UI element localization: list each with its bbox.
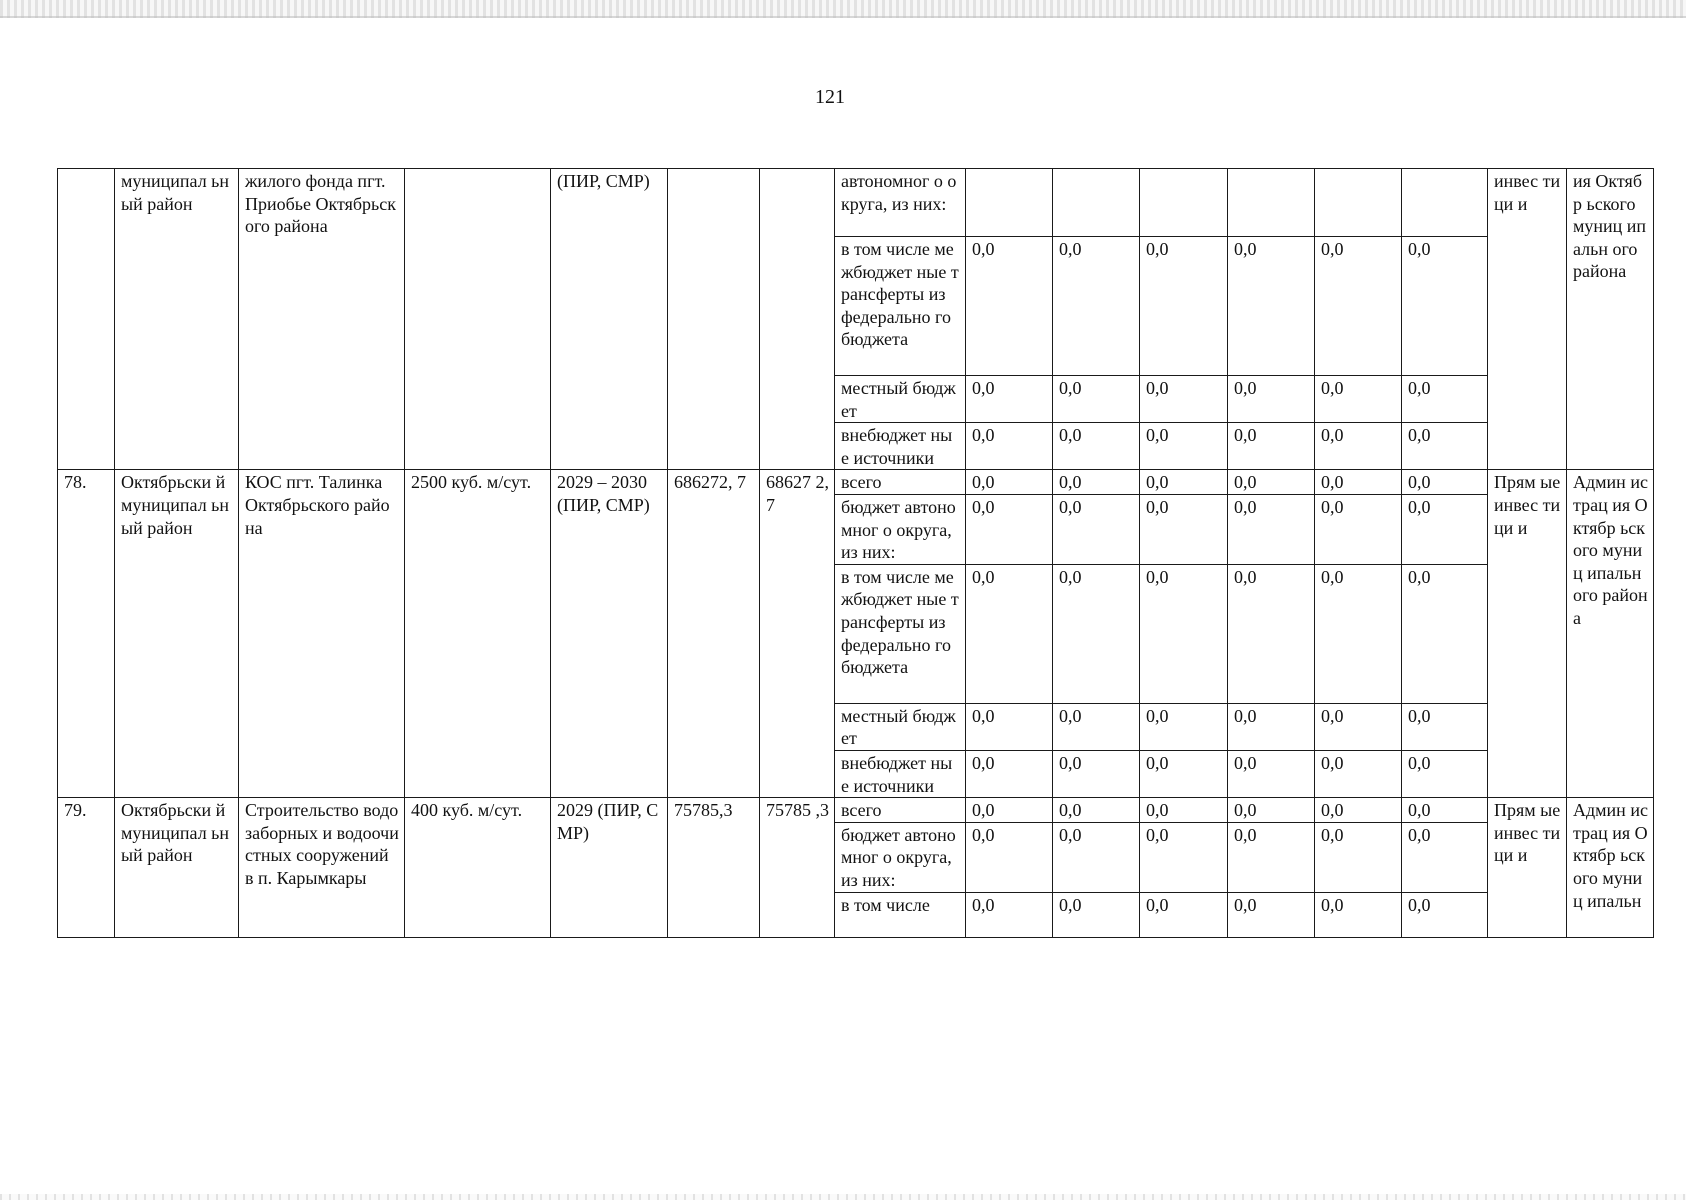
row-number-cell bbox=[58, 169, 115, 470]
amount-cell: 0,0 bbox=[966, 750, 1053, 797]
amount-cell: 0,0 bbox=[966, 703, 1053, 750]
cost-total-cell: 75785,3 bbox=[668, 798, 760, 937]
amount-cell: 0,0 bbox=[1053, 237, 1140, 376]
responsible-cell: ия Октябр ьского муниц ипальн ого района bbox=[1567, 169, 1654, 470]
amount-cell: 0,0 bbox=[1140, 750, 1228, 797]
cost-total-cell bbox=[668, 169, 760, 470]
amount-cell: 0,0 bbox=[1140, 494, 1228, 564]
amount-cell bbox=[1053, 169, 1140, 237]
amount-cell: 0,0 bbox=[1315, 423, 1402, 470]
district-cell: Октябрьски й муниципал ьный район bbox=[115, 798, 239, 937]
page-number: 121 bbox=[815, 86, 845, 108]
amount-cell: 0,0 bbox=[1402, 470, 1488, 495]
amount-cell: 0,0 bbox=[1053, 376, 1140, 423]
amount-cell: 0,0 bbox=[1402, 798, 1488, 823]
investment-form-cell: Прям ые инвес тици и bbox=[1488, 470, 1567, 798]
investment-form-cell: Прям ые инвес тици и bbox=[1488, 798, 1567, 937]
amount-cell: 0,0 bbox=[1053, 494, 1140, 564]
responsible-cell: Админ истрац ия Октябр ьского муниц ипальн bbox=[1567, 798, 1654, 937]
amount-cell bbox=[966, 169, 1053, 237]
amount-cell: 0,0 bbox=[1402, 376, 1488, 423]
funding-source-cell: в том числе bbox=[835, 892, 966, 937]
table-row bbox=[58, 470, 1654, 495]
amount-cell: 0,0 bbox=[966, 376, 1053, 423]
amount-cell: 0,0 bbox=[1315, 750, 1402, 797]
amount-cell bbox=[1228, 169, 1315, 237]
amount-cell: 0,0 bbox=[1140, 564, 1228, 703]
amount-cell: 0,0 bbox=[966, 237, 1053, 376]
scan-bottom-edge bbox=[0, 1194, 1686, 1200]
amount-cell: 0,0 bbox=[966, 822, 1053, 892]
amount-cell: 0,0 bbox=[1140, 376, 1228, 423]
funding-source-cell: всего bbox=[835, 470, 966, 495]
amount-cell: 0,0 bbox=[1402, 494, 1488, 564]
amount-cell: 0,0 bbox=[1228, 892, 1315, 937]
amount-cell: 0,0 bbox=[1053, 564, 1140, 703]
funding-source-cell: бюджет автономног о округа, из них: bbox=[835, 822, 966, 892]
row-number-cell: 79. bbox=[58, 798, 115, 937]
cost-remaining-cell: 68627 2,7 bbox=[760, 470, 835, 798]
amount-cell: 0,0 bbox=[1140, 423, 1228, 470]
amount-cell: 0,0 bbox=[966, 564, 1053, 703]
funding-source-cell: местный бюджет bbox=[835, 376, 966, 423]
amount-cell: 0,0 bbox=[1053, 822, 1140, 892]
amount-cell: 0,0 bbox=[1228, 798, 1315, 823]
amount-cell: 0,0 bbox=[1140, 892, 1228, 937]
amount-cell: 0,0 bbox=[1402, 750, 1488, 797]
amount-cell: 0,0 bbox=[1315, 798, 1402, 823]
funding-source-cell: бюджет автономног о округа, из них: bbox=[835, 494, 966, 564]
amount-cell: 0,0 bbox=[1053, 423, 1140, 470]
responsible-cell: Админ истрац ия Октябр ьского муниц ипальн ого района bbox=[1567, 470, 1654, 798]
district-cell: муниципал ьный район bbox=[115, 169, 239, 470]
table-row bbox=[58, 798, 1654, 823]
funding-source-cell: в том числе межбюджет ные трансферты из федерально го бюджета bbox=[835, 564, 966, 703]
amount-cell: 0,0 bbox=[1140, 822, 1228, 892]
amount-cell: 0,0 bbox=[1315, 703, 1402, 750]
amount-cell: 0,0 bbox=[1228, 822, 1315, 892]
period-cell: 2029 – 2030 (ПИР, СМР) bbox=[551, 470, 668, 798]
row-number-cell: 78. bbox=[58, 470, 115, 798]
amount-cell: 0,0 bbox=[966, 892, 1053, 937]
amount-cell: 0,0 bbox=[1402, 237, 1488, 376]
amount-cell: 0,0 bbox=[1140, 237, 1228, 376]
amount-cell: 0,0 bbox=[1053, 750, 1140, 797]
amount-cell: 0,0 bbox=[1228, 703, 1315, 750]
table-row bbox=[58, 169, 1654, 237]
amount-cell: 0,0 bbox=[1315, 470, 1402, 495]
amount-cell: 0,0 bbox=[1228, 423, 1315, 470]
amount-cell: 0,0 bbox=[1315, 494, 1402, 564]
amount-cell: 0,0 bbox=[1315, 892, 1402, 937]
amount-cell: 0,0 bbox=[1402, 703, 1488, 750]
amount-cell: 0,0 bbox=[1402, 423, 1488, 470]
funding-source-cell: внебюджет ные источники bbox=[835, 750, 966, 797]
funding-source-cell: автономног о округа, из них: bbox=[835, 169, 966, 237]
amount-cell: 0,0 bbox=[1140, 798, 1228, 823]
cost-remaining-cell bbox=[760, 169, 835, 470]
amount-cell: 0,0 bbox=[1402, 892, 1488, 937]
amount-cell: 0,0 bbox=[1228, 494, 1315, 564]
capacity-cell bbox=[405, 169, 551, 470]
investment-form-cell: инвес тици и bbox=[1488, 169, 1567, 470]
object-name-cell: жилого фонда пгт. Приобье Октябрьского района bbox=[239, 169, 405, 470]
funding-source-cell: в том числе межбюджет ные трансферты из федерально го бюджета bbox=[835, 237, 966, 376]
amount-cell: 0,0 bbox=[1402, 822, 1488, 892]
investment-table bbox=[57, 168, 1654, 938]
amount-cell: 0,0 bbox=[1053, 470, 1140, 495]
capacity-cell: 2500 куб. м/сут. bbox=[405, 470, 551, 798]
amount-cell: 0,0 bbox=[1053, 892, 1140, 937]
amount-cell: 0,0 bbox=[1315, 564, 1402, 703]
funding-source-cell: внебюджет ные источники bbox=[835, 423, 966, 470]
amount-cell: 0,0 bbox=[1315, 822, 1402, 892]
period-cell: (ПИР, СМР) bbox=[551, 169, 668, 470]
amount-cell: 0,0 bbox=[1228, 750, 1315, 797]
funding-source-cell: всего bbox=[835, 798, 966, 823]
district-cell: Октябрьски й муниципал ьный район bbox=[115, 470, 239, 798]
object-name-cell: Строительство водозаборных и водоочистных сооружений в п. Карымкары bbox=[239, 798, 405, 937]
amount-cell: 0,0 bbox=[1228, 237, 1315, 376]
amount-cell: 0,0 bbox=[1140, 470, 1228, 495]
scan-top-edge bbox=[0, 0, 1686, 18]
amount-cell: 0,0 bbox=[1315, 376, 1402, 423]
amount-cell bbox=[1140, 169, 1228, 237]
amount-cell: 0,0 bbox=[1228, 564, 1315, 703]
amount-cell: 0,0 bbox=[1228, 470, 1315, 495]
period-cell: 2029 (ПИР, СМР) bbox=[551, 798, 668, 937]
amount-cell: 0,0 bbox=[1140, 703, 1228, 750]
amount-cell: 0,0 bbox=[1402, 564, 1488, 703]
capacity-cell: 400 куб. м/сут. bbox=[405, 798, 551, 937]
amount-cell: 0,0 bbox=[966, 470, 1053, 495]
amount-cell: 0,0 bbox=[1053, 703, 1140, 750]
amount-cell: 0,0 bbox=[1053, 798, 1140, 823]
amount-cell bbox=[1402, 169, 1488, 237]
amount-cell: 0,0 bbox=[966, 494, 1053, 564]
object-name-cell: КОС пгт. Талинка Октябрьского района bbox=[239, 470, 405, 798]
amount-cell: 0,0 bbox=[1315, 237, 1402, 376]
amount-cell: 0,0 bbox=[966, 798, 1053, 823]
cost-total-cell: 686272, 7 bbox=[668, 470, 760, 798]
funding-source-cell: местный бюджет bbox=[835, 703, 966, 750]
cost-remaining-cell: 75785 ,3 bbox=[760, 798, 835, 937]
amount-cell: 0,0 bbox=[966, 423, 1053, 470]
amount-cell bbox=[1315, 169, 1402, 237]
amount-cell: 0,0 bbox=[1228, 376, 1315, 423]
